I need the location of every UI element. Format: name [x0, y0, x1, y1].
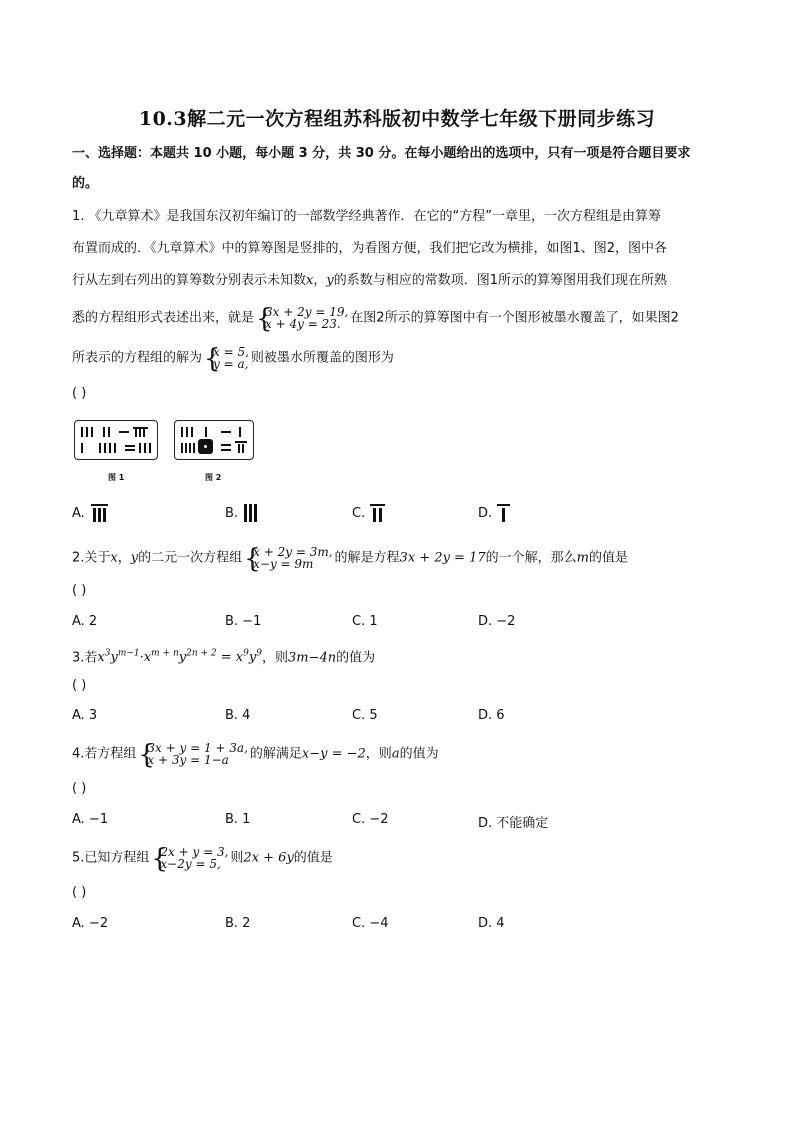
q1-line1: 1. 《九章算术》是我国东汉初年编订的一部数学经典著作．在它的“方程”一章里，一次方程组是由算筹: [72, 209, 662, 224]
q3-option-a[interactable]: A. 3: [72, 708, 98, 723]
counting-rod-figure-1: [74, 420, 158, 460]
equation-system-2: { x = 5, y = a,: [204, 344, 249, 374]
q1-answer-blank: ( ): [72, 386, 87, 401]
q5-option-b[interactable]: B. 2: [225, 916, 251, 931]
q3-stem: 3.若$x^3y^{m-1}\cdot x^{m + n}y^{2n + 2} = x^9y^9$，则3m−4n的值为: [72, 649, 376, 666]
q1-option-d-rod-icon: [497, 504, 511, 522]
q2-answer-blank: ( ): [72, 583, 87, 598]
section-instructions: 一、选择题：本题共 10 小题，每小题 3 分，共 30 分。在每小题给出的选项中，只有一项是符合题目要求: [72, 146, 691, 161]
q3-option-d[interactable]: D. 6: [478, 708, 505, 723]
q1-option-b-rod-icon: [244, 504, 258, 522]
section-instructions-cont: 的。: [72, 176, 99, 191]
q2-option-b[interactable]: B. −1: [225, 614, 262, 629]
q1-line2: 布置而成的．《九章算术》中的算筹图是竖排的，为看图方便，我们把它改为横排，如图1、图2，图中各: [72, 241, 668, 256]
q2-option-a[interactable]: A. 2: [72, 614, 98, 629]
q1-option-b[interactable]: B.: [225, 506, 239, 521]
q2-stem: 2.关于x，y的二元一次方程组 { x + 2y = 3m, x−y = 9m 的解是方程3x + 2y = 17的一个解，那么m的值是: [72, 544, 628, 574]
q4-option-d[interactable]: D. 不能确定: [478, 816, 549, 831]
q2-option-d[interactable]: D. −2: [478, 614, 516, 629]
page-title: 10.3解二元一次方程组苏科版初中数学七年级下册同步练习: [138, 108, 656, 130]
q5-answer-blank: ( ): [72, 885, 87, 900]
q4-option-a[interactable]: A. −1: [72, 812, 109, 827]
equation-system-q5: { 2x + y = 3, x−2y = 5,: [151, 844, 229, 874]
equation-system-q2: { x + 2y = 3m, x−y = 9m: [244, 544, 333, 574]
q5-option-d[interactable]: D. 4: [478, 916, 505, 931]
q1-line5: 所表示的方程组的解为 { x = 5, y = a, 则被墨水所覆盖的图形为: [72, 344, 394, 374]
q5-option-a[interactable]: A. −2: [72, 916, 109, 931]
q5-stem: 5.已知方程组 { 2x + y = 3, x−2y = 5, 则2x + 6y的值是: [72, 844, 333, 874]
q4-option-b[interactable]: B. 1: [225, 812, 251, 827]
q4-stem: 4.若方程组 { 3x + y = 1 + 3a, x + 3y = 1−a 的解满足x−y = −2，则a的值为: [72, 740, 439, 770]
q2-option-c[interactable]: C. 1: [352, 614, 378, 629]
q1-option-d[interactable]: D.: [478, 506, 493, 521]
q3-option-b[interactable]: B. 4: [225, 708, 251, 723]
counting-rod-figure-2: [174, 420, 254, 460]
figure-1-caption: 图 1: [108, 473, 125, 482]
q1-option-c[interactable]: C.: [352, 506, 366, 521]
q3-answer-blank: ( ): [72, 678, 87, 693]
q1-line4: 悉的方程组形式表述出来，就是 { 3x + 2y = 19, x + 4y = 23. 在图2所示的算筹图中有一个图形被墨水覆盖了，如果图2: [72, 304, 679, 334]
q5-option-c[interactable]: C. −4: [352, 916, 389, 931]
equation-system-q4: { 3x + y = 1 + 3a, x + 3y = 1−a: [138, 740, 248, 770]
q1-line3: 行从左到右列出的算筹数分别表示未知数x，y的系数与相应的常数项．图1所示的算筹图用我们现在所熟: [72, 273, 668, 288]
q1-option-a[interactable]: A.: [72, 506, 85, 521]
equation-system-1: { 3x + 2y = 19, x + 4y = 23.: [256, 304, 349, 334]
q3-option-c[interactable]: C. 5: [352, 708, 378, 723]
q1-option-c-rod-icon: [370, 504, 386, 522]
q4-answer-blank: ( ): [72, 781, 87, 796]
q4-option-c[interactable]: C. −2: [352, 812, 389, 827]
figure-2-caption: 图 2: [205, 473, 222, 482]
q1-option-a-rod-icon: [91, 504, 109, 522]
